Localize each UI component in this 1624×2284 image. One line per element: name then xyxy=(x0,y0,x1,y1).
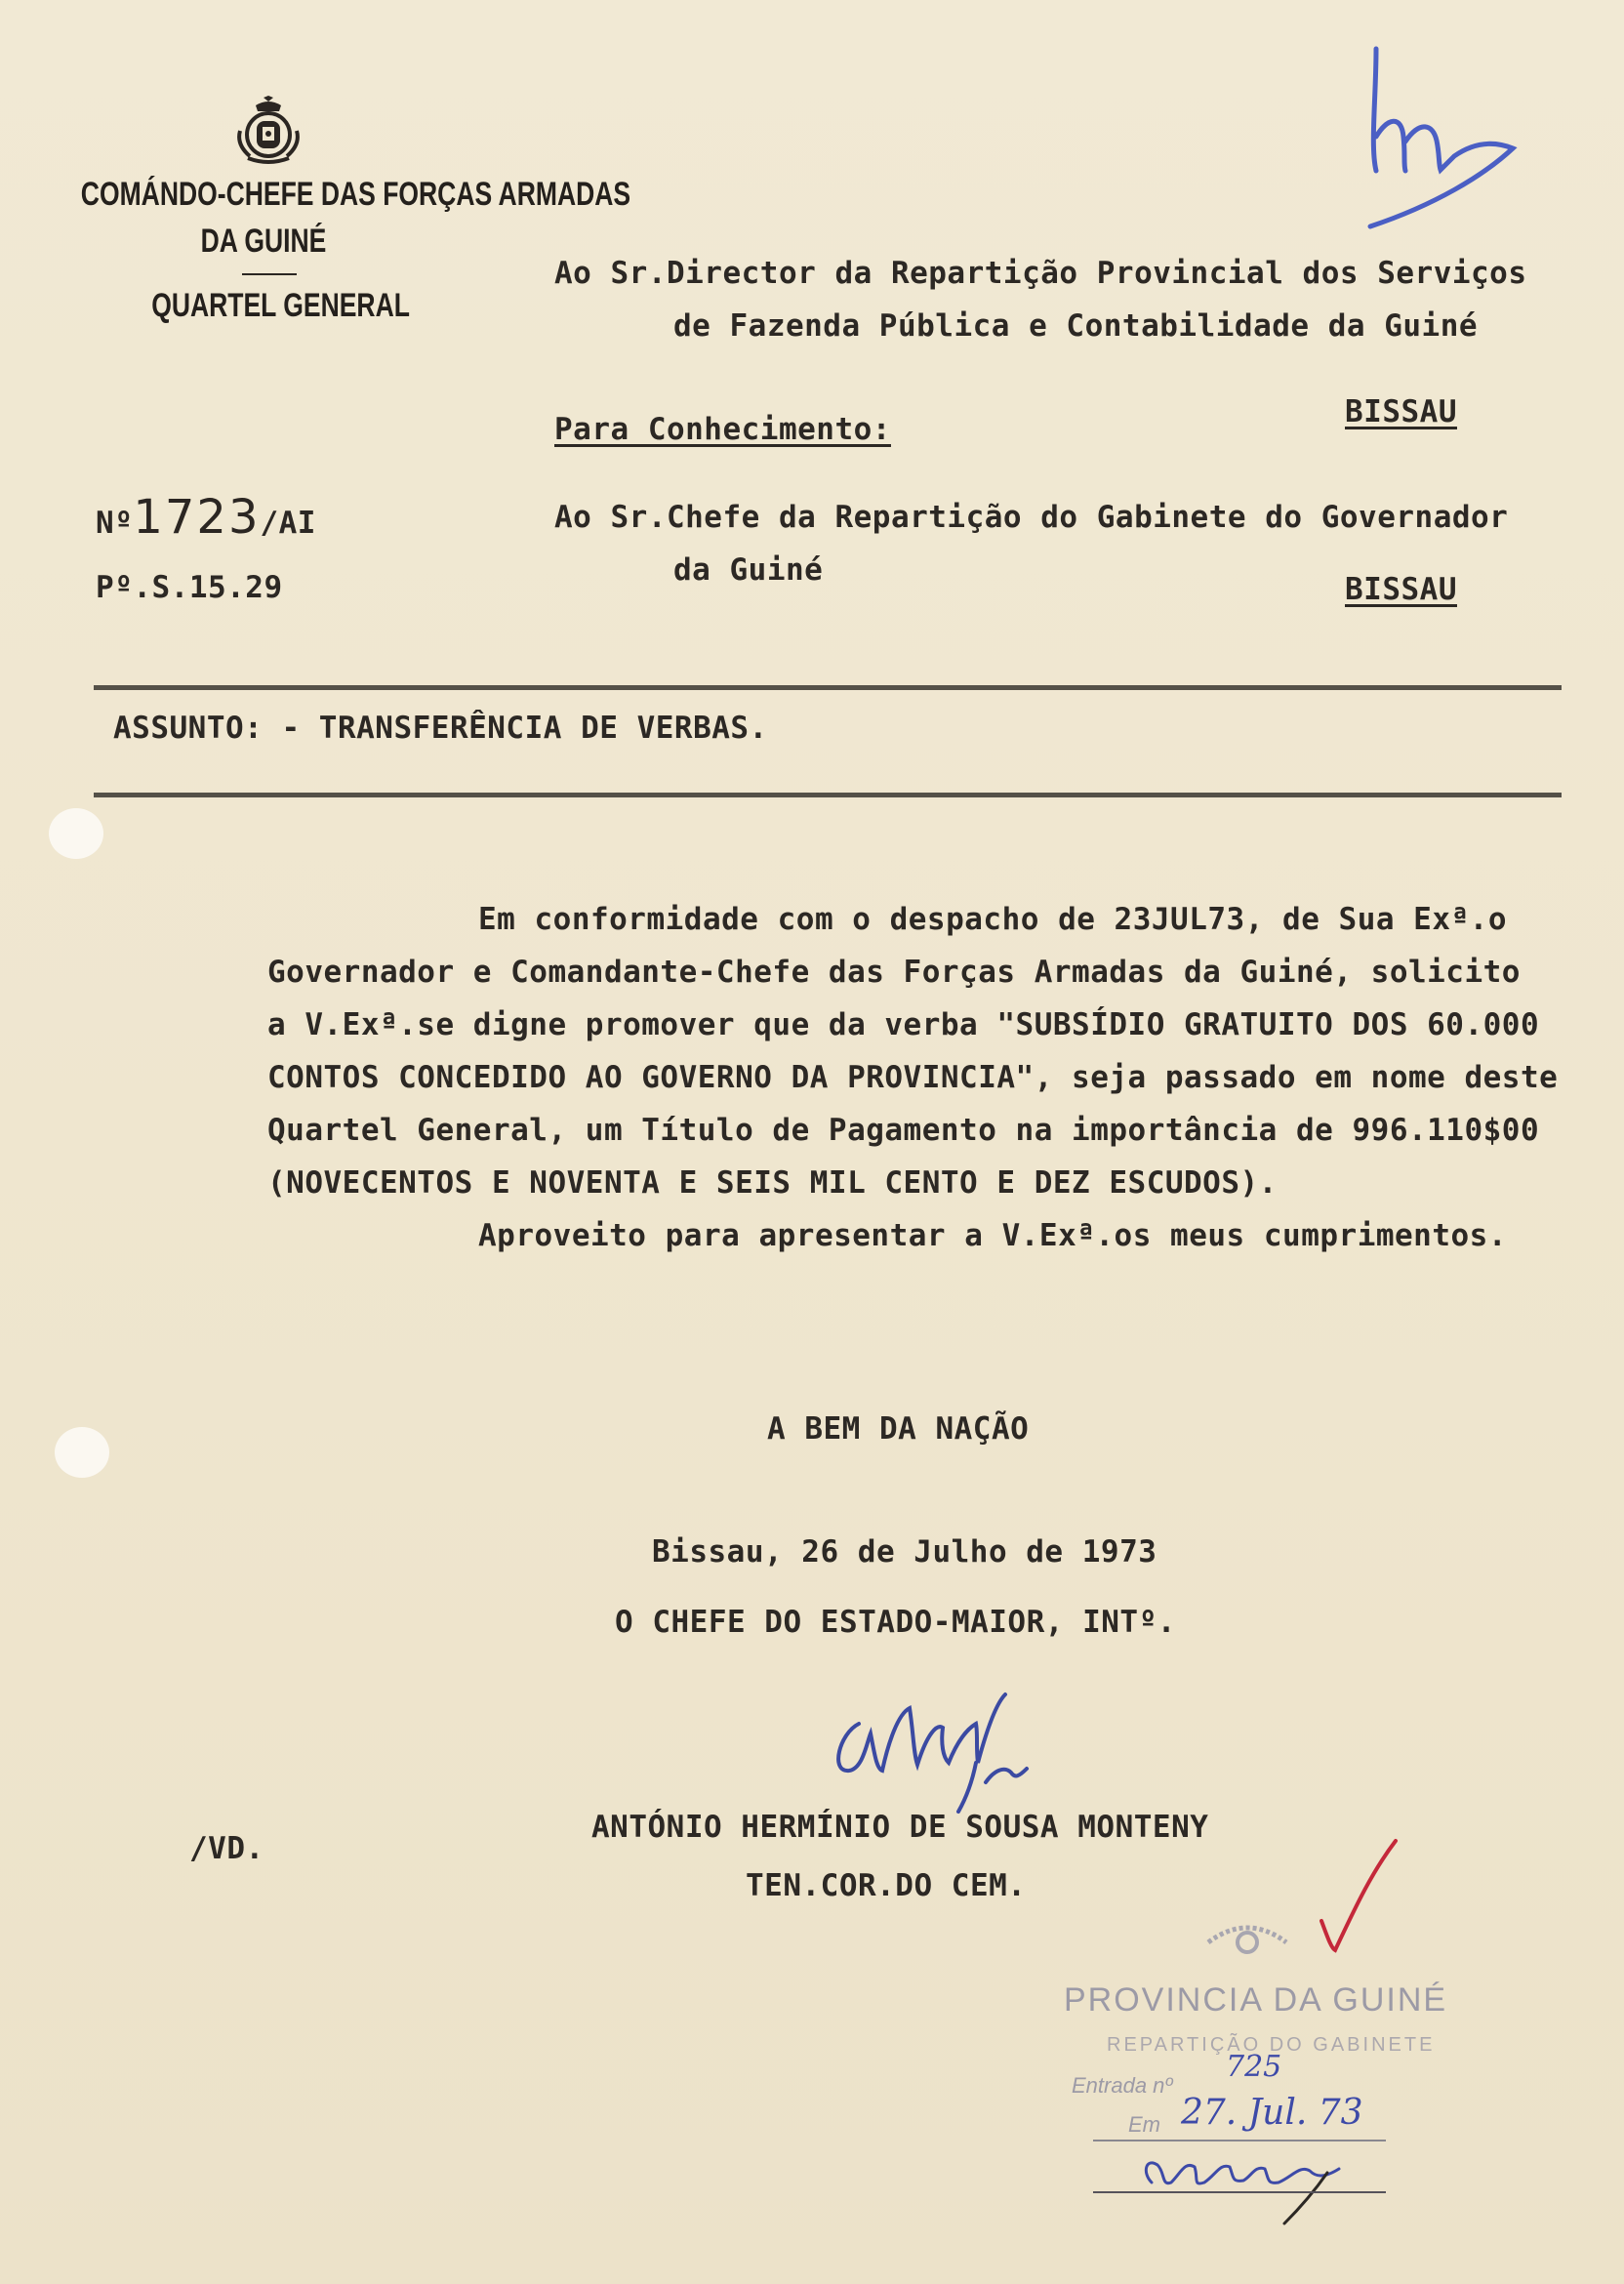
body-line-7: Aproveito para apresentar a V.Exª.os meus cumprimentos. xyxy=(478,1218,1507,1253)
stamp-date-label: Em xyxy=(1128,2112,1160,2137)
stamp-emblem xyxy=(1198,1913,1296,1962)
process-number: Pº.S.15.29 xyxy=(96,570,283,605)
stamp-entry-label: Entrada nº xyxy=(1072,2073,1173,2098)
punch-hole-bottom xyxy=(55,1427,109,1478)
reference-number-prefix: Nº xyxy=(96,506,134,541)
addressee2-line2: da Guiné xyxy=(673,552,824,588)
body-line-5: Quartel General, um Título de Pagamento na importância de 996.110$00 xyxy=(267,1113,1540,1148)
stamp-handwritten-signature xyxy=(1083,2143,1396,2231)
punch-hole-top xyxy=(49,808,103,859)
signatory-name: ANTÓNIO HERMÍNIO DE SOUSA MONTENY xyxy=(591,1810,1209,1845)
knowledge-label: Para Conhecimento: xyxy=(554,412,891,447)
reference-number-hand: 1723 xyxy=(133,490,261,545)
addressee1-line2: de Fazenda Pública e Contabilidade da Guiné xyxy=(673,308,1479,344)
stamp-date-underline xyxy=(1093,2140,1386,2141)
subject-rule-top xyxy=(94,685,1562,690)
addressee1-line1: Ao Sr.Director da Repartição Provincial dos Serviços xyxy=(554,256,1527,291)
addressee2-line1: Ao Sr.Chefe da Repartição do Gabinete do Governador xyxy=(554,500,1509,535)
coat-of-arms-emblem xyxy=(234,96,303,166)
reference-number xyxy=(96,490,316,545)
signature-mark xyxy=(820,1675,1035,1821)
stamp-title: PROVINCIA DA GUINÉ xyxy=(1064,1981,1448,2019)
stamp-subtitle: REPARTIÇÃO DO GABINETE xyxy=(1107,2034,1436,2056)
body-line-4: CONTOS CONCEDIDO AO GOVERNO DA PROVINCIA", seja passado em nome deste xyxy=(267,1060,1559,1095)
stamp-date-hand: 27. Jul. 73 xyxy=(1181,2093,1363,2133)
signatory-rank: TEN.COR.DO CEM. xyxy=(746,1868,1027,1903)
reference-number-suffix: /AI xyxy=(260,506,316,541)
blue-initials-mark xyxy=(1347,39,1542,254)
body-line-6: (NOVECENTOS E NOVENTA E SEIS MIL CENTO E DEZ ESCUDOS). xyxy=(267,1165,1278,1201)
typist-initials: /VD. xyxy=(189,1831,264,1866)
subject-line: ASSUNTO: - TRANSFERÊNCIA DE VERBAS. xyxy=(113,711,768,746)
header-line-command: COMÁNDO-CHEFE DAS FORÇAS ARMADAS xyxy=(80,176,631,213)
addressee2-city: BISSAU xyxy=(1345,572,1457,607)
body-line-2: Governador e Comandante-Chefe das Forças Armadas da Guiné, solicito xyxy=(267,955,1521,990)
body-line-3: a V.Exª.se digne promover que da verba "SUBSÍDIO GRATUITO DOS 60.000 xyxy=(267,1007,1540,1042)
body-line-1: Em conformidade com o despacho de 23JUL73, de Sua Exª.o xyxy=(478,902,1507,937)
closing-motto: A BEM DA NAÇÃO xyxy=(767,1411,1030,1447)
header-divider xyxy=(242,273,297,275)
closing-place-date: Bissau, 26 de Julho de 1973 xyxy=(652,1534,1157,1570)
header-line-hq: QUARTEL GENERAL xyxy=(151,287,410,324)
subject-rule-bottom xyxy=(94,793,1562,797)
header-line-guinea: DA GUINÉ xyxy=(200,223,327,260)
stamp-entry-number: 725 xyxy=(1226,2050,1282,2084)
addressee1-city: BISSAU xyxy=(1345,394,1457,429)
red-check-mark xyxy=(1314,1835,1401,1962)
closing-role: O CHEFE DO ESTADO-MAIOR, INTº. xyxy=(615,1605,1176,1640)
